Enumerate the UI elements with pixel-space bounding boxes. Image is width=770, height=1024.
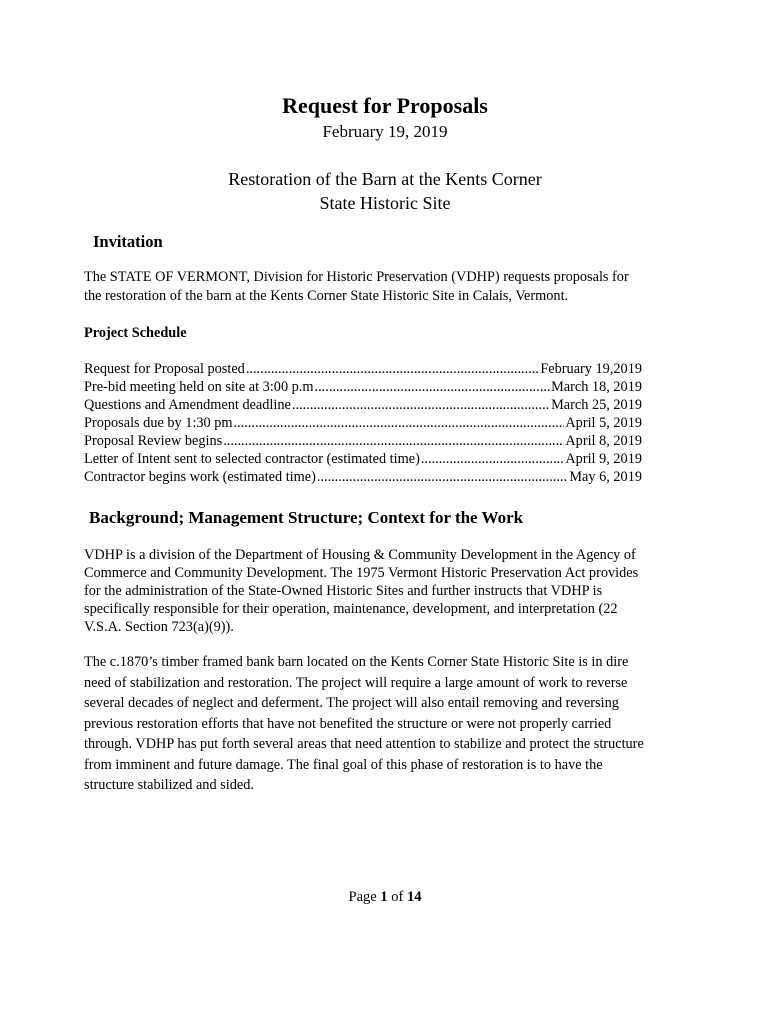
total-pages: 14 bbox=[406, 889, 422, 905]
paragraph-line: Commerce and Community Development. The 1975 Vermont Historic Preservation Act provides bbox=[84, 565, 639, 581]
paragraph-line: need of stabilization and restoration. The project will require a large amount of work to reverse bbox=[84, 674, 628, 691]
schedule-row bbox=[84, 378, 642, 396]
schedule-item-date: March 25, 2019 bbox=[551, 397, 642, 413]
schedule-row bbox=[84, 432, 642, 450]
paragraph-line: from imminent and future damage. The final goal of this phase of restoration is to have the bbox=[84, 756, 603, 773]
page-footer bbox=[0, 887, 770, 907]
page-label: Page bbox=[348, 889, 377, 905]
paragraph-line: structure stabilized and sided. bbox=[84, 777, 254, 793]
subtitle-line: Restoration of the Barn at the Kents Corner bbox=[228, 169, 542, 189]
paragraph-line: The c.1870’s timber framed bank barn located on the Kents Corner State Historic Site is in dire bbox=[84, 654, 629, 670]
paragraph-line: through. VDHP has put forth several areas that need attention to stabilize and protect the structure bbox=[84, 736, 644, 752]
dot-leader bbox=[317, 468, 568, 486]
dot-leader bbox=[421, 450, 565, 468]
paragraph-line: VDHP is a division of the Department of Housing & Community Development in the Agency of bbox=[84, 547, 636, 563]
schedule-item-label: Proposal Review begins bbox=[84, 433, 223, 449]
schedule-item-label: Contractor begins work (estimated time) bbox=[84, 469, 316, 485]
document-title: Request for Proposals bbox=[282, 93, 488, 118]
schedule-item-date: April 8, 2019 bbox=[565, 433, 642, 449]
paragraph-line: several decades of neglect and deferment. The project will also entail removing and reversing bbox=[84, 695, 619, 711]
schedule-item-date: April 9, 2019 bbox=[565, 451, 642, 467]
dot-leader bbox=[315, 378, 551, 396]
schedule-item-label: Request for Proposal posted bbox=[84, 361, 245, 377]
schedule-heading: Project Schedule bbox=[84, 325, 187, 341]
schedule-row bbox=[84, 468, 642, 486]
schedule-item-date: April 5, 2019 bbox=[565, 415, 642, 431]
schedule-row bbox=[84, 450, 642, 468]
schedule-row bbox=[84, 360, 642, 378]
schedule-item-label: Letter of Intent sent to selected contractor (estimated time) bbox=[84, 451, 420, 467]
invitation-heading: Invitation bbox=[93, 232, 163, 251]
paragraph-line: specifically responsible for their operation, maintenance, development, and interpretation (22 bbox=[84, 601, 618, 617]
schedule-item-date: February 19,2019 bbox=[540, 361, 642, 377]
schedule-row bbox=[84, 414, 642, 432]
dot-leader bbox=[223, 432, 564, 450]
dot-leader bbox=[234, 414, 565, 432]
paragraph-line: the restoration of the barn at the Kents Corner State Historic Site in Calais, Vermont. bbox=[84, 288, 569, 304]
schedule-item-date: May 6, 2019 bbox=[569, 469, 642, 485]
schedule-item-label: Questions and Amendment deadline bbox=[84, 397, 291, 413]
schedule-item-label: Proposals due by 1:30 pm bbox=[84, 415, 233, 431]
page-number: 1 bbox=[380, 889, 388, 905]
background-paragraph-1 bbox=[84, 546, 684, 636]
schedule-list bbox=[84, 360, 642, 486]
paragraph-line: V.S.A. Section 723(a)(9)). bbox=[84, 619, 234, 635]
schedule-item-label: Pre-bid meeting held on site at 3:00 p.m bbox=[84, 379, 314, 395]
document-date: February 19, 2019 bbox=[322, 122, 448, 141]
dot-leader bbox=[246, 360, 540, 378]
schedule-item-date: March 18, 2019 bbox=[551, 379, 642, 395]
background-paragraph-2 bbox=[84, 652, 684, 796]
schedule-row bbox=[84, 396, 642, 414]
invitation-paragraph bbox=[84, 268, 684, 306]
dot-leader bbox=[292, 396, 550, 414]
paragraph-line: for the administration of the State-Owned Historic Sites and further instructs that VDHP is bbox=[84, 583, 603, 599]
project-subtitle bbox=[0, 167, 770, 215]
of-label: of bbox=[391, 889, 404, 905]
paragraph-line: previous restoration efforts that have not benefited the structure or were not properly carried bbox=[84, 715, 612, 732]
paragraph-line: The STATE OF VERMONT, Division for Historic Preservation (VDHP) requests proposals for bbox=[84, 269, 629, 285]
background-heading: Background; Management Structure; Context for the Work bbox=[89, 508, 524, 527]
subtitle-line: State Historic Site bbox=[319, 193, 451, 213]
